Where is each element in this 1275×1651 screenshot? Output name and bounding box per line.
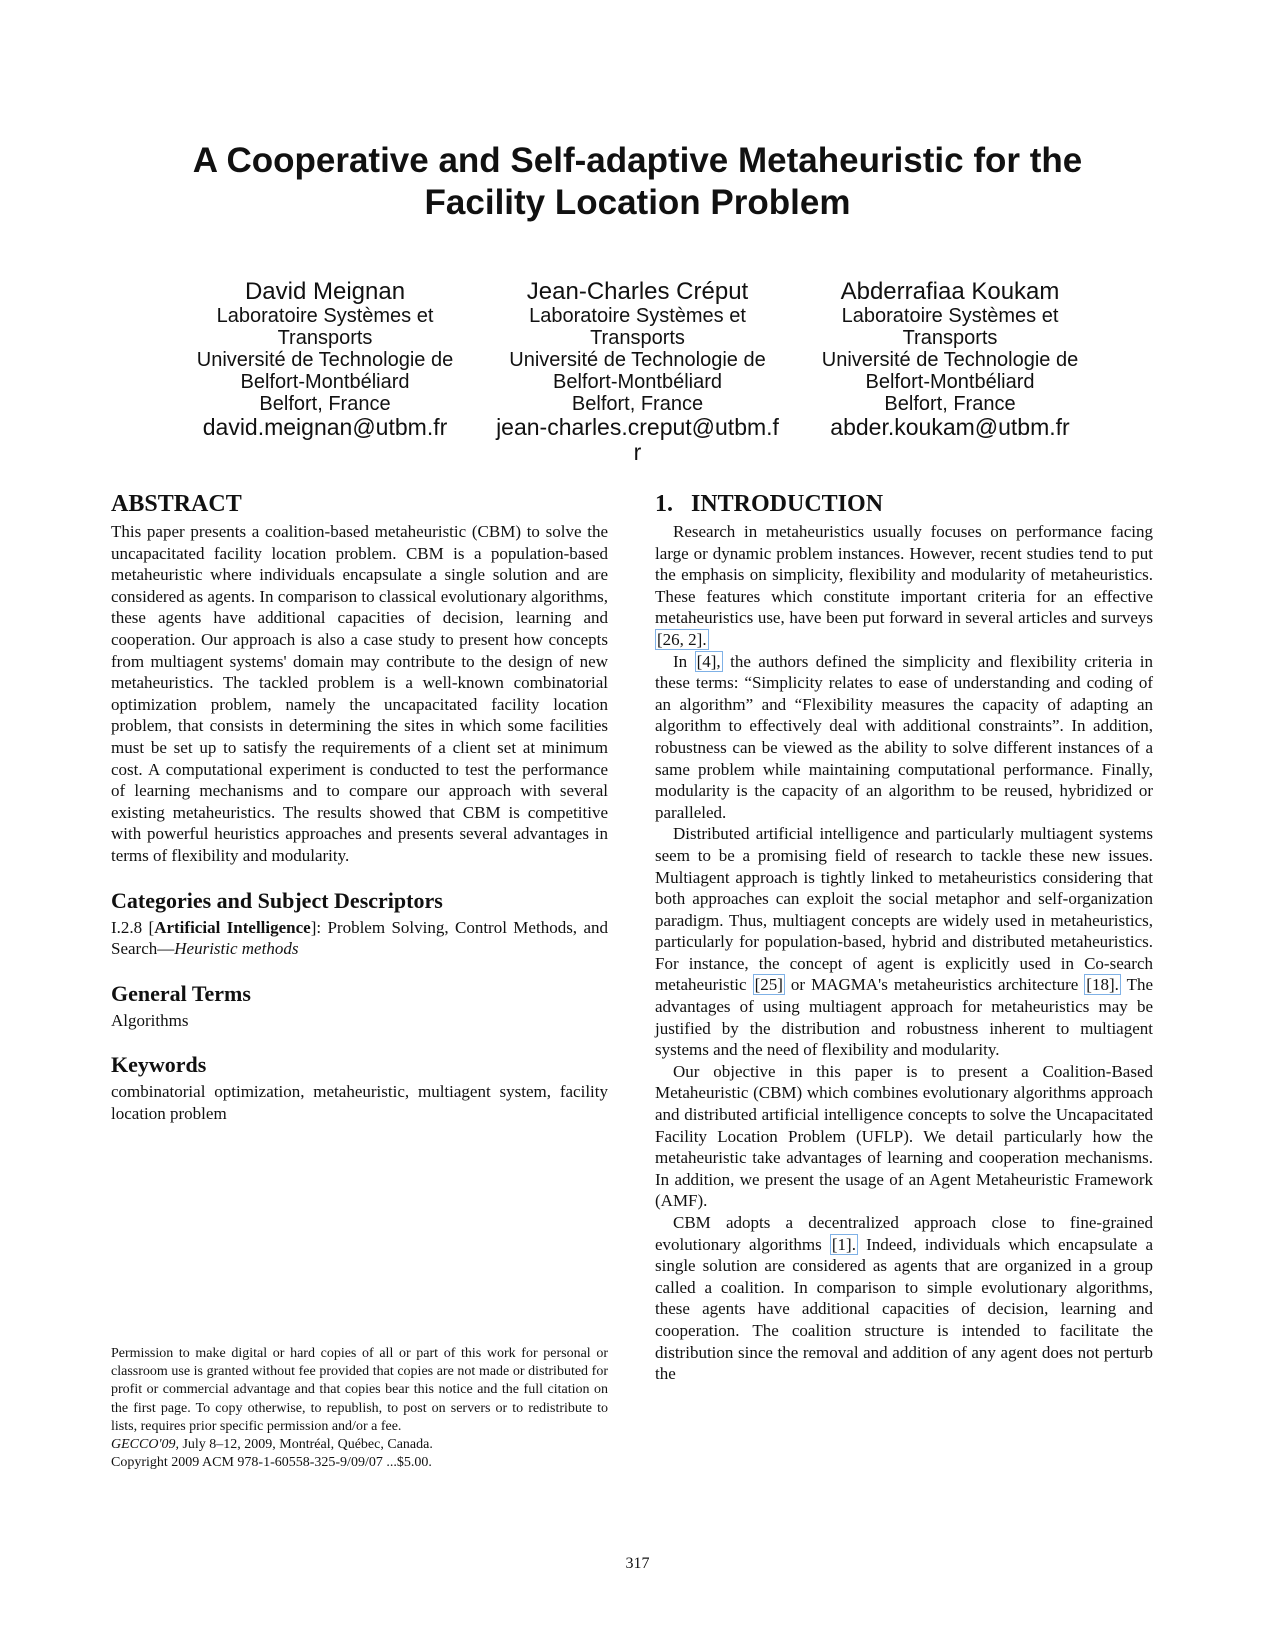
affil-line: Université de Technologie de bbox=[509, 349, 766, 371]
intro-paragraph-1 bbox=[655, 521, 1153, 651]
paper-title bbox=[100, 140, 1175, 224]
category-bold: Artificial Intelligence bbox=[154, 917, 311, 937]
author-name: David Meignan bbox=[244, 278, 406, 305]
intro-paragraph-3 bbox=[655, 823, 1153, 1061]
keywords-text: combinatorial optimization, metaheuristic, multiagent system, facility location problem bbox=[111, 1082, 608, 1123]
citation-link[interactable]: [4], bbox=[696, 651, 721, 671]
affil-line: Transports bbox=[590, 327, 685, 349]
citation-link[interactable]: [18]. bbox=[1086, 975, 1119, 995]
citation-link[interactable]: [26, 2]. bbox=[657, 629, 707, 649]
introduction-heading: 1. INTRODUCTION bbox=[655, 491, 884, 517]
abstract-text: This paper presents a coalition-based metaheuristic (CBM) to solve the uncapacitated facility location problem. CBM is a population-based metaheuristic where individuals encapsulate a single solution and are considered as agents. In comparison to classical evolutionary algorithms, these agents have additional capacities of decision, learning and cooperation. Our approach is also a case study to present how concepts from multiagent systems' domain may contribute to the design of new metaheuristics. The tackled problem is a well-known combinatorial optimization problem, namely the uncapacitated facility location problem, that consists in determining the sites in which some facilities must be set up to satisfy the requirements of a client set at minimum cost. A computational experiment is conducted to test the performance of learning mechanisms and to compare our approach with several existing metaheuristics. The results showed that CBM is competitive with powerful heuristics approaches and presents several advantages in terms of flexibility and modularity. bbox=[111, 522, 608, 865]
author-name: Abderrafiaa Koukam bbox=[840, 278, 1060, 305]
author-affiliation bbox=[493, 305, 783, 415]
affil-line: Belfort, France bbox=[259, 393, 391, 415]
affil-line: Université de Technologie de bbox=[196, 349, 454, 371]
title-line-1: A Cooperative and Self-adaptive Metaheuristic for the bbox=[192, 141, 1083, 180]
right-column bbox=[655, 489, 1153, 1385]
categories-text bbox=[111, 917, 608, 960]
author-email: david.meignan@utbm.fr bbox=[202, 414, 448, 440]
author-1 bbox=[180, 279, 470, 465]
affil-line: Belfort, France bbox=[571, 393, 704, 415]
general-terms-heading: General Terms bbox=[111, 980, 251, 1006]
author-name: Jean-Charles Créput bbox=[526, 278, 749, 305]
affil-line: Belfort-Montbéliard bbox=[865, 371, 1035, 393]
affil-line: Université de Technologie de bbox=[821, 349, 1079, 371]
abstract-heading: ABSTRACT bbox=[111, 491, 242, 517]
keywords-heading: Keywords bbox=[111, 1052, 207, 1078]
affil-line: Belfort-Montbéliard bbox=[240, 371, 410, 393]
permission-text: Permission to make digital or hard copies of all or part of this work for personal or classroom use is granted without fee provided that copies are not made or distributed for profit or commercial advantage and that copies bear this notice and the full citation on the first page. To copy otherwise, to republish, to post on servers or to redistribute to lists, requires prior specific permission and/or a fee. bbox=[111, 1346, 608, 1434]
paragraph-text: Indeed, individuals which encapsulate a single solution are considered as agents that are organized in a group called a coalition. In comparison to simple evolutionary algorithms, these agents have additional capacities of decision, learning and cooperation. The coalition structure is intended to facilitate the distribution since the removal and addition of any agent does not perturb the bbox=[655, 1234, 1154, 1384]
category-code: I.2.8 [ bbox=[111, 917, 155, 937]
author-email: jean-charles.creput@utbm.fr bbox=[496, 414, 779, 465]
general-terms-text: Algorithms bbox=[111, 1010, 189, 1030]
venue-name: GECCO'09, bbox=[111, 1437, 179, 1453]
author-3 bbox=[805, 279, 1095, 465]
paragraph-text: Research in metaheuristics usually focuses on performance facing large or dynamic problem instances. However, recent studies tend to put the emphasis on simplicity, flexibility and modularity of metaheuristics. These features which constitute important criteria for an effective metaheuristics use, have been put forward in several articles and surveys bbox=[655, 522, 1153, 628]
permission-notice bbox=[111, 1345, 608, 1472]
affil-line: Transports bbox=[277, 327, 373, 349]
affil-line: Laboratoire Systèmes et bbox=[529, 305, 746, 327]
title-line-2: Facility Location Problem bbox=[424, 183, 851, 222]
author-email: abder.koukam@utbm.fr bbox=[830, 414, 1070, 440]
category-rest: ]: Problem Solving, Control Methods, and Search— bbox=[111, 917, 608, 959]
category-italic: Heuristic methods bbox=[174, 939, 299, 959]
intro-paragraph-4: Our objective in this paper is to present a Coalition-Based Metaheuristic (CBM) which combines evolutionary algorithms approach and distributed artificial intelligence concepts to solve the Uncapacitated Facility Location Problem (UFLP). We detail particularly how the metaheuristic take advantages of learning and cooperation mechanisms. In addition, we present the usage of an Agent Metaheuristic Framework (AMF). bbox=[655, 1061, 1153, 1211]
paragraph-text: or MAGMA's metaheuristics architecture bbox=[784, 975, 1085, 995]
affil-line: Laboratoire Systèmes et bbox=[841, 305, 1059, 327]
venue-line bbox=[111, 1436, 608, 1454]
paragraph-text: CBM adopts a decentralized approach close to fine-grained evolutionary algorithms bbox=[655, 1213, 1153, 1254]
venue-details: July 8–12, 2009, Montréal, Québec, Canada. bbox=[178, 1437, 433, 1453]
affil-line: Belfort-Montbéliard bbox=[553, 371, 722, 393]
citation-link[interactable]: [1]. bbox=[831, 1234, 856, 1254]
intro-paragraph-5 bbox=[655, 1212, 1153, 1385]
left-column bbox=[111, 489, 608, 1124]
paragraph-text: the authors defined the simplicity and flexibility criteria in these terms: “Simplicity relates to ease of understanding and coding of an algorithm” and “Flexibility measures the capacity of adapting an algorithm to effectively deal with additional constraints”. In addition, robustness can be viewed as the ability to solve different instances of a same problem while maintaining computational performance. Finally, modularity is the capacity of an algorithm to be reused, hybridized or paralleled. bbox=[655, 651, 1153, 822]
affil-line: Transports bbox=[902, 327, 998, 349]
author-affiliation bbox=[180, 305, 470, 415]
author-affiliation bbox=[805, 305, 1095, 415]
categories-heading: Categories and Subject Descriptors bbox=[111, 887, 443, 913]
author-2 bbox=[493, 279, 783, 465]
author-block bbox=[180, 279, 1095, 465]
paragraph-text: Distributed artificial intelligence and particularly multiagent systems seem to be a promising field of research to tackle these new issues. Multiagent approach is tightly linked to metaheuristics considering that both approaches can exploit the social metaphor and self-organization paradigm. Thus, multiagent concepts are widely used in metaheuristics, particularly for population-based, hybrid and distributed metaheuristics. For instance, the concept of agent is explicitly used in Co-search metaheuristic bbox=[655, 824, 1153, 995]
paragraph-text: In bbox=[673, 651, 695, 671]
affil-line: Laboratoire Systèmes et bbox=[216, 305, 434, 327]
intro-paragraph-2 bbox=[655, 651, 1153, 824]
affil-line: Belfort, France bbox=[884, 393, 1016, 415]
paragraph-text: The advantages of using multiagent approach for metaheuristics may be justified by the distribution and robustness inherent to multiagent systems and the need of flexibility and modularity. bbox=[655, 975, 1154, 1060]
copyright-line: Copyright 2009 ACM 978-1-60558-325-9/09/07 ...$5.00. bbox=[111, 1455, 432, 1471]
page-number: 317 bbox=[625, 1555, 650, 1572]
citation-link[interactable]: [25] bbox=[754, 975, 783, 995]
